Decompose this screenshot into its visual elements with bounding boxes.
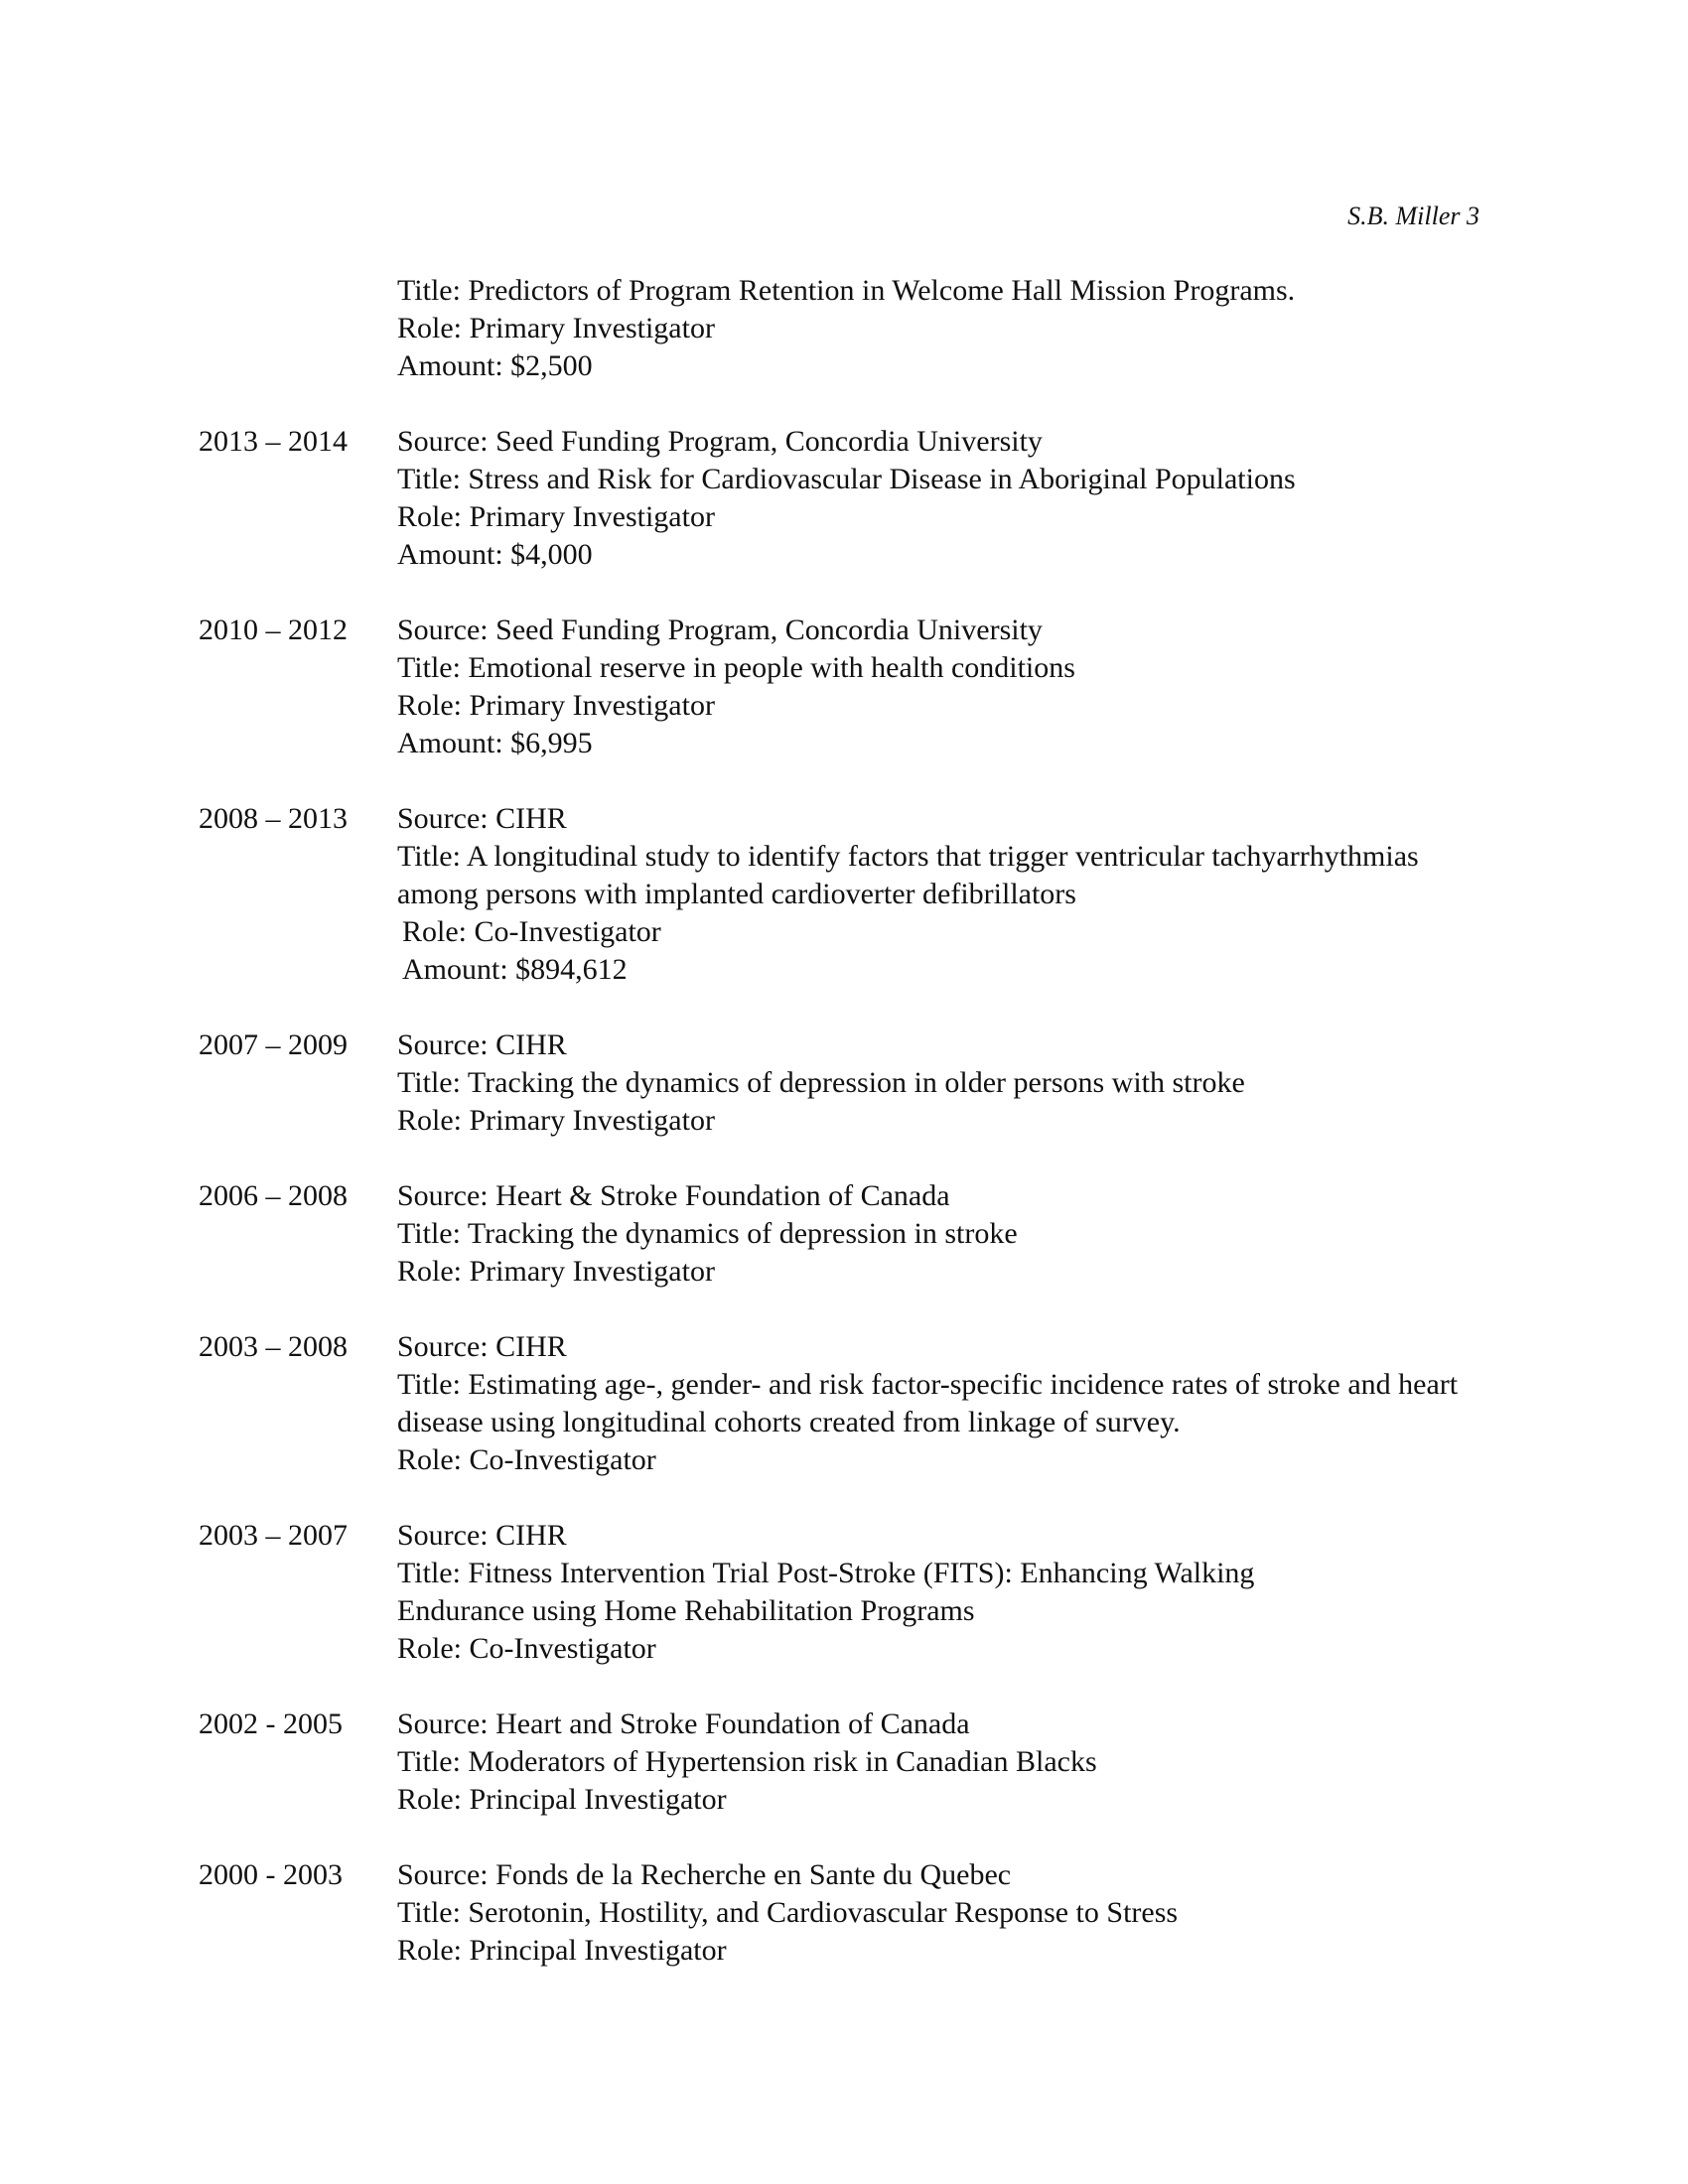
grant-title: Title: Tracking the dynamics of depression in older persons with stroke <box>397 1066 1245 1099</box>
grant-years <box>199 272 397 385</box>
grant-role: Role: Primary Investigator <box>397 500 715 533</box>
grant-source: Source: Heart & Stroke Foundation of Canada <box>397 1179 950 1212</box>
grant-entry <box>199 1706 1489 1819</box>
grant-details <box>397 423 1489 574</box>
grant-title: Title: A longitudinal study to identify factors that trigger ventricular tachyarrhythmias among persons with implanted cardioverter defibrillators <box>397 840 1419 910</box>
grant-title: Title: Emotional reserve in people with health conditions <box>397 651 1075 684</box>
grant-source: Source: CIHR <box>397 1330 567 1363</box>
grant-title: Title: Predictors of Program Retention in Welcome Hall Mission Programs. <box>397 274 1296 307</box>
grant-details <box>397 612 1489 762</box>
grant-details <box>397 1706 1489 1819</box>
grant-years: 2003 – 2007 <box>199 1519 348 1552</box>
grant-source: Source: CIHR <box>397 802 567 835</box>
grant-years: 2008 – 2013 <box>199 802 348 835</box>
grant-amount: Amount: $2,500 <box>397 349 593 382</box>
grant-details <box>397 1177 1489 1291</box>
grant-role: Role: Primary Investigator <box>397 1255 715 1288</box>
grant-details <box>397 1856 1489 1970</box>
grant-role: Role: Primary Investigator <box>397 1104 715 1137</box>
grant-entry <box>199 1177 1489 1291</box>
grant-title: Title: Estimating age-, gender- and risk factor-specific incidence rates of stroke and heart disease using longitudinal cohorts created from linkage of survey. <box>397 1368 1459 1438</box>
grant-years: 2000 - 2003 <box>199 1858 343 1891</box>
grant-source: Source: Heart and Stroke Foundation of Canada <box>397 1707 970 1740</box>
grant-years: 2010 – 2012 <box>199 614 348 646</box>
grant-entry <box>199 1856 1489 1970</box>
grant-years: 2006 – 2008 <box>199 1179 348 1212</box>
grant-entry <box>199 1328 1489 1479</box>
grant-source: Source: CIHR <box>397 1028 567 1061</box>
grant-role: Role: Primary Investigator <box>397 312 715 344</box>
grant-source: Source: Seed Funding Program, Concordia University <box>397 425 1043 458</box>
grant-role: Role: Co-Investigator <box>397 1443 656 1476</box>
grant-years: 2013 – 2014 <box>199 425 348 458</box>
grant-years: 2003 – 2008 <box>199 1330 348 1363</box>
grants-list <box>199 272 1489 2007</box>
grant-source: Source: Seed Funding Program, Concordia University <box>397 614 1043 646</box>
grant-role: Role: Principal Investigator <box>397 1934 727 1967</box>
grant-amount: Amount: $894,612 <box>402 953 628 986</box>
grant-entry <box>199 612 1489 762</box>
grant-entry <box>199 272 1489 385</box>
grant-amount: Amount: $4,000 <box>397 538 593 571</box>
grant-title: Title: Moderators of Hypertension risk in Canadian Blacks <box>397 1745 1097 1778</box>
grant-years: 2002 - 2005 <box>199 1707 343 1740</box>
grant-entry <box>199 423 1489 574</box>
grant-amount: Amount: $6,995 <box>397 727 593 759</box>
grant-source: Source: Fonds de la Recherche en Sante du Quebec <box>397 1858 1012 1891</box>
grant-title: Title: Stress and Risk for Cardiovascular Disease in Aboriginal Populations <box>397 463 1296 495</box>
grant-role: Role: Principal Investigator <box>397 1783 727 1816</box>
grant-source: Source: CIHR <box>397 1519 567 1552</box>
grant-role: Role: Primary Investigator <box>397 689 715 722</box>
grant-title: Title: Fitness Intervention Trial Post-Stroke (FITS): Enhancing Walking Endurance using Home Rehabilitation Programs <box>397 1557 1255 1627</box>
grant-title: Title: Tracking the dynamics of depression in stroke <box>397 1217 1018 1250</box>
grant-details <box>397 1517 1489 1668</box>
grant-details <box>397 1026 1489 1140</box>
grant-details <box>397 1328 1489 1479</box>
grant-role: Role: Co-Investigator <box>402 915 661 948</box>
grant-entry <box>199 1026 1489 1140</box>
grant-entry <box>199 1517 1489 1668</box>
grant-years: 2007 – 2009 <box>199 1028 348 1061</box>
running-header: S.B. Miller 3 <box>1347 202 1479 230</box>
grant-details <box>397 800 1489 989</box>
grant-title: Title: Serotonin, Hostility, and Cardiovascular Response to Stress <box>397 1896 1179 1929</box>
grant-details <box>397 272 1489 385</box>
grant-entry <box>199 800 1489 989</box>
grant-role: Role: Co-Investigator <box>397 1632 656 1665</box>
